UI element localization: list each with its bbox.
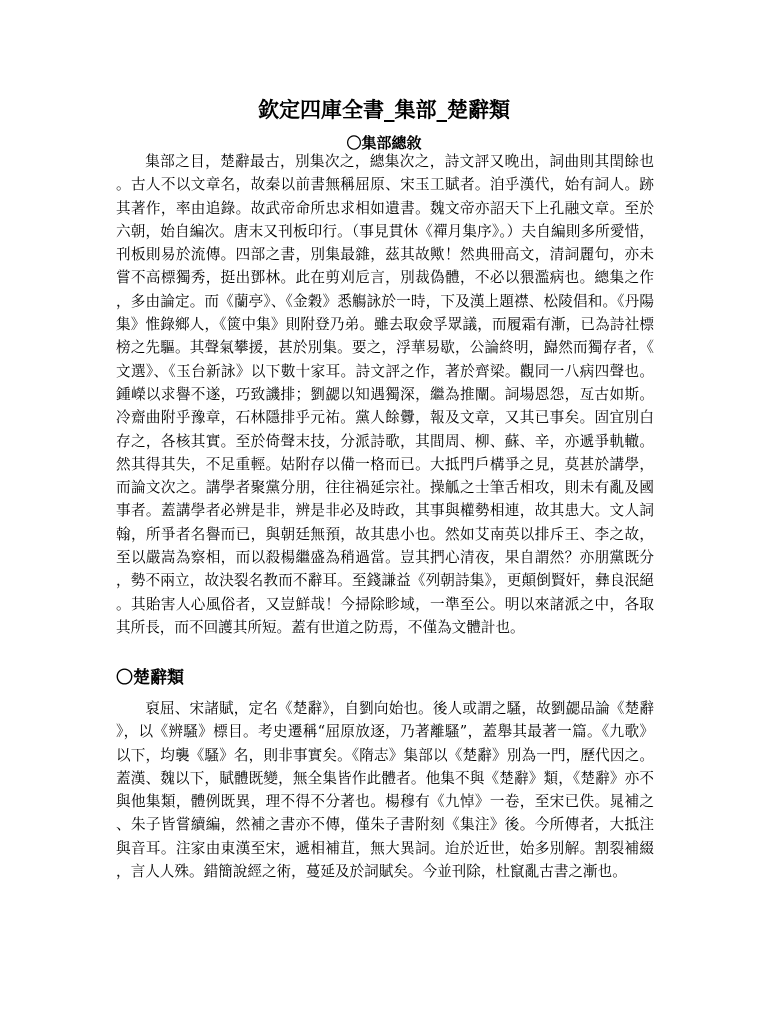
section-paragraph-chuci: 裒屈、宋諸賦，定名《楚辭》，自劉向始也。後人或謂之騷，故劉勰品論《楚辭》，以《辨騷》標目。考史遷稱“屈原放逐，乃著離騷”，蓋舉其最著一篇。《九歌》以下，均襲《騷》名，則非事實矣。《隋志》集部以《楚辭》別為一門，歷代因之。蓋漢、魏以下，賦體既變，無全集皆作此體者。他集不與《楚辭》類，《楚辭》亦不與他集類，體例既異，理不得不分著也。楊穆有《九悼》一卷，至宋已佚。晁補之、朱子皆嘗續編，然補之書亦不傳，僅朱子書附刻《集注》後。今所傳者，大抵注與音耳。注家由東漢至宋，遞相補苴，無大異詞。迨於近世，始多別解。割裂補綴，言人人殊。錯簡說經之術，蔓延及於詞賦矣。今並刊除，杜竄亂古書之漸也。 (116, 700, 654, 881)
section-heading-chuci: 〇楚辭類 (116, 668, 184, 688)
document-title: 欽定四庫全書_集部_楚辭類 (258, 97, 510, 122)
section-heading-general-preface: 〇集部總敘 (346, 134, 422, 152)
section-paragraph-general-preface: 集部之目，楚辭最古，別集次之，總集次之，詩文評又晚出，詞曲則其閏餘也。古人不以文章名，故秦以前書無稱屈原、宋玉工賦者。洎乎漢代，始有詞人。跡其著作，率由追錄。故武帝命所忠求相如遺書。魏文帝亦詔天下上孔融文章。至於六朝，始自編次。唐末又刊板印行。（事見貫休《禪月集序》。）夫自編則多所愛惜，刊板則易於流傳。四部之書，別集最雜，茲其故歟！然典冊高文，清詞麗句，亦未嘗不高標獨秀，挺出鄧林。此在剪刈卮言，別裁偽體，不必以猥濫病也。總集之作，多由論定。而《蘭亭》、《金穀》悉觴詠於一時，下及漢上題襟、松陵倡和。《丹陽集》惟錄鄉人，《篋中集》則附登乃弟。雖去取僉孚眾議，而履霜有漸，已為詩社標榜之先驅。其聲氣攀援，甚於別集。要之，浮華易歇，公論終明，巋然而獨存者，《文選》、《玉台新詠》以下數十家耳。詩文評之作，著於齊梁。觀同一八病四聲也。鍾嶸以求譽不遂，巧致譏排；劉勰以知遇獨深，繼為推闡。詞場恩怨，亙古如斯。冷齋曲附乎豫章，石林隱排乎元祐。黨人餘釁，報及文章，又其已事矣。固宜別白存之，各核其實。至於倚聲末技，分派詩歌，其間周、柳、蘇、辛，亦遞爭軌轍。然其得其失，不足重輕。姑附存以備一格而已。大抵門戶構爭之見，莫甚於講學，而論文次之。講學者聚黨分朋，往往禍延宗社。操觚之士筆舌相攻，則未有亂及國事者。蓋講學者必辨是非，辨是非必及時政，其事與權勢相連，故其患大。文人詞翰，所爭者名譽而已，與朝廷無預，故其患小也。然如艾南英以排斥王、李之故，至以嚴嵩為察相，而以殺楊繼盛為稍過當。豈其捫心清夜，果自謂然？亦朋黨既分，勢不兩立，故決裂名教而不辭耳。至錢謙益《列朝詩集》，更顛倒賢奸，彝良泯絕。其貽害人心風俗者，又豈鮮哉！今掃除畛域，一準至公。明以來諸派之中，各取其所長，而不回護其所短。蓋有世道之防焉，不僅為文體計也。 (116, 153, 654, 636)
